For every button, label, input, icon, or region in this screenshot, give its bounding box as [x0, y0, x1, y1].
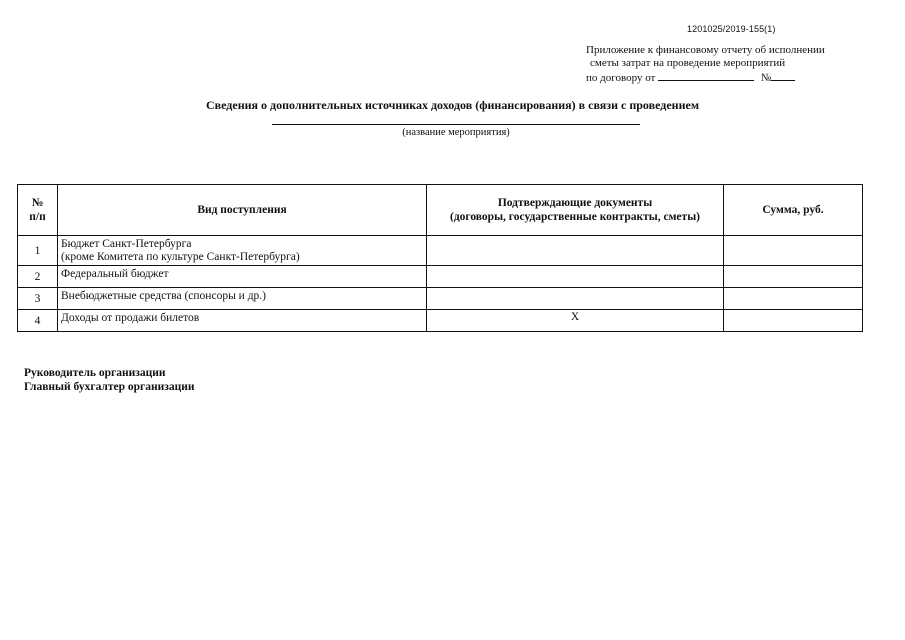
row-kind [58, 236, 427, 266]
row-number: 2 [18, 266, 58, 288]
appendix-line-2-text: сметы затрат на проведение мероприятий [590, 57, 786, 69]
row-number: 4 [18, 310, 58, 332]
appendix-line-3 [586, 70, 825, 85]
header-kind: Вид поступления [58, 185, 427, 236]
table-row [18, 236, 863, 266]
signature-accountant: Главный бухгалтер организации [24, 381, 195, 393]
header-documents-line2: (договоры, государственные контракты, сметы) [450, 211, 700, 223]
income-sources-table [17, 184, 863, 332]
contract-date-label: по договору от [586, 72, 656, 84]
table-header-row [18, 185, 863, 236]
row-kind: Федеральный бюджет [58, 266, 427, 288]
header-number-line1: № [31, 197, 44, 209]
row-kind-line2: (кроме Комитета по культуре Санкт-Петербурга) [61, 250, 300, 263]
row-kind: Доходы от продажи билетов [58, 310, 427, 332]
event-name-line [272, 124, 640, 125]
document-code: 1201025/2019-155(1) [687, 24, 776, 34]
row-sum [724, 288, 863, 310]
row-sum [724, 236, 863, 266]
row-sum [724, 266, 863, 288]
row-documents [427, 266, 724, 288]
contract-number-label: № [760, 72, 772, 84]
header-number-line2: п/п [29, 211, 46, 223]
row-kind-line1: Бюджет Санкт-Петербурга [61, 237, 192, 250]
header-sum: Сумма, руб. [724, 185, 863, 236]
contract-date-blank [658, 70, 754, 81]
row-kind: Внебюджетные средства (спонсоры и др.) [58, 288, 427, 310]
contract-number-blank [771, 70, 795, 81]
signature-head: Руководитель организации [24, 367, 166, 379]
table-row [18, 310, 863, 332]
report-title: Сведения о дополнительных источниках доходов (финансирования) в связи с проведением [205, 98, 699, 112]
row-documents: X [427, 310, 724, 332]
appendix-line-2 [586, 57, 825, 70]
header-documents-line1: Подтверждающие документы [497, 197, 653, 209]
appendix-line-1: Приложение к финансовому отчету об исполнении [586, 44, 825, 56]
table-row [18, 266, 863, 288]
header-documents [427, 185, 724, 236]
row-number: 1 [18, 236, 58, 266]
appendix-note [586, 44, 825, 85]
header-number [18, 185, 58, 236]
row-sum [724, 310, 863, 332]
table-row [18, 288, 863, 310]
row-number: 3 [18, 288, 58, 310]
row-documents [427, 236, 724, 266]
event-name-caption: (название мероприятия) [402, 127, 510, 138]
row-documents [427, 288, 724, 310]
